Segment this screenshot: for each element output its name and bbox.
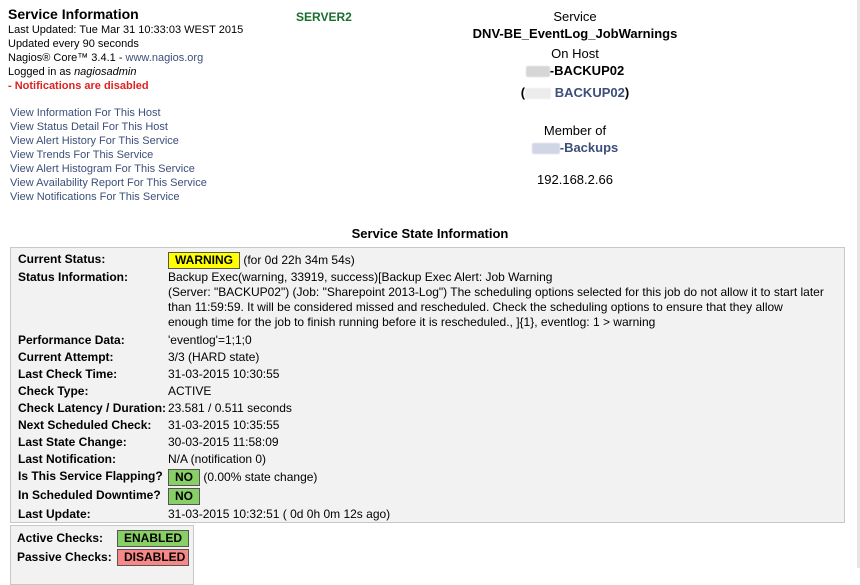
section-heading: Service State Information — [351, 226, 509, 241]
last-updated: Last Updated: Tue Mar 31 10:33:03 WEST 2015 — [8, 24, 244, 36]
check-type-label: Check Type: — [18, 384, 89, 398]
version-text: Nagios® Core™ 3.4.1 - — [8, 52, 126, 64]
link-alert-history[interactable]: View Alert History For This Service — [10, 135, 179, 147]
host-name-text: -BACKUP02 — [549, 63, 625, 78]
active-checks-label: Active Checks: — [17, 531, 104, 545]
last-notification-value: N/A (notification 0) — [168, 452, 267, 466]
perf-value: 'eventlog'=1;1;0 — [168, 333, 252, 347]
next-check-label: Next Scheduled Check: — [18, 418, 152, 432]
member-caption: Member of — [543, 123, 607, 138]
row-active-checks — [17, 530, 189, 547]
member-group — [455, 139, 695, 157]
host-alias — [455, 84, 695, 102]
host-alias-close: ) — [624, 85, 630, 100]
current-status-label: Current Status: — [18, 252, 106, 266]
passive-checks-badge: DISABLED — [117, 549, 189, 566]
service-info-box — [8, 6, 288, 93]
quick-links — [10, 106, 207, 204]
link-availability[interactable]: View Availability Report For This Service — [10, 177, 207, 189]
last-notification-label: Last Notification: — [18, 452, 116, 466]
last-update-value: 31-03-2015 10:32:51 ( 0d 0h 0m 12s ago) — [168, 507, 391, 521]
flapping-extra: (0.00% state change) — [203, 470, 318, 484]
link-notifications[interactable]: View Notifications For This Service — [10, 191, 180, 203]
status-info-line: than 11:59:59. It will be considered missed and rescheduled. Check the scheduling options to ensure that they allow — [168, 300, 783, 314]
notifications-disabled-text: - Notifications are disabled — [8, 80, 149, 92]
latency-value: 23.581 / 0.511 seconds — [168, 401, 292, 415]
redacted-group-prefix — [532, 143, 560, 154]
downtime-value — [168, 488, 200, 505]
host-name — [455, 62, 695, 80]
active-checks-badge: ENABLED — [117, 530, 189, 547]
logged-in — [8, 65, 288, 79]
service-header — [455, 8, 695, 187]
host-address: 192.168.2.66 — [537, 172, 613, 187]
redacted-host-prefix — [526, 66, 550, 77]
passive-checks-label: Passive Checks: — [17, 550, 112, 564]
status-info-text — [168, 270, 848, 330]
info-title: Service Information — [8, 6, 139, 22]
service-state-table — [10, 247, 845, 523]
status-info-line: enough time for the job to finish running before it is rescheduled., ]{1}, eventlog: 1 > warning — [168, 315, 656, 329]
host-alias-open: ( — [520, 85, 526, 100]
downtime-label: In Scheduled Downtime? — [18, 488, 161, 502]
logged-in-prefix: Logged in as — [8, 66, 75, 78]
logged-in-user: nagiosadmin — [74, 66, 137, 78]
host-label: SERVER2 — [296, 10, 352, 24]
status-duration: (for 0d 22h 34m 54s) — [243, 253, 355, 267]
attempt-label: Current Attempt: — [18, 350, 114, 364]
checks-table — [10, 525, 194, 585]
service-caption: Service — [553, 9, 597, 24]
last-update-label: Last Update: — [18, 507, 91, 521]
last-state-change-label: Last State Change: — [18, 435, 127, 449]
flapping-label: Is This Service Flapping? — [18, 469, 163, 483]
service-name: DNV-BE_EventLog_JobWarnings — [472, 26, 678, 41]
status-info-line: (Server: "BACKUP02") (Job: "Sharepoint 2013-Log") The scheduling options selected for this job do not allow it to start later — [168, 285, 824, 299]
link-host-status[interactable]: View Status Detail For This Host — [10, 121, 168, 133]
update-interval: Updated every 90 seconds — [8, 38, 139, 50]
flapping-value — [168, 469, 317, 486]
nagios-link[interactable]: www.nagios.org — [125, 52, 204, 64]
redacted-alias-prefix — [525, 88, 551, 99]
status-badge: WARNING — [168, 252, 240, 269]
last-check-label: Last Check Time: — [18, 367, 118, 381]
last-state-change-value: 30-03-2015 11:58:09 — [168, 435, 279, 449]
check-type-value: ACTIVE — [168, 384, 212, 398]
downtime-badge: NO — [168, 488, 200, 505]
status-info-line: Backup Exec(warning, 33919, success)[Backup Exec Alert: Job Warning — [168, 270, 553, 284]
current-status-value — [168, 252, 355, 269]
nagios-version — [8, 51, 288, 65]
link-trends[interactable]: View Trends For This Service — [10, 149, 154, 161]
perf-label: Performance Data: — [18, 333, 125, 347]
row-passive-checks — [17, 549, 189, 566]
host-alias-link[interactable]: BACKUP02 — [554, 85, 625, 100]
attempt-value: 3/3 (HARD state) — [168, 350, 260, 364]
service-group-link[interactable]: -Backups — [559, 140, 619, 155]
host-caption: On Host — [551, 46, 599, 61]
last-check-value: 31-03-2015 10:30:55 — [168, 367, 280, 381]
flapping-badge: NO — [168, 469, 200, 486]
latency-label: Check Latency / Duration: — [18, 401, 167, 415]
next-check-value: 31-03-2015 10:35:55 — [168, 418, 280, 432]
link-host-info[interactable]: View Information For This Host — [10, 107, 161, 119]
link-alert-histogram[interactable]: View Alert Histogram For This Service — [10, 163, 195, 175]
status-info-label: Status Information: — [18, 270, 128, 284]
